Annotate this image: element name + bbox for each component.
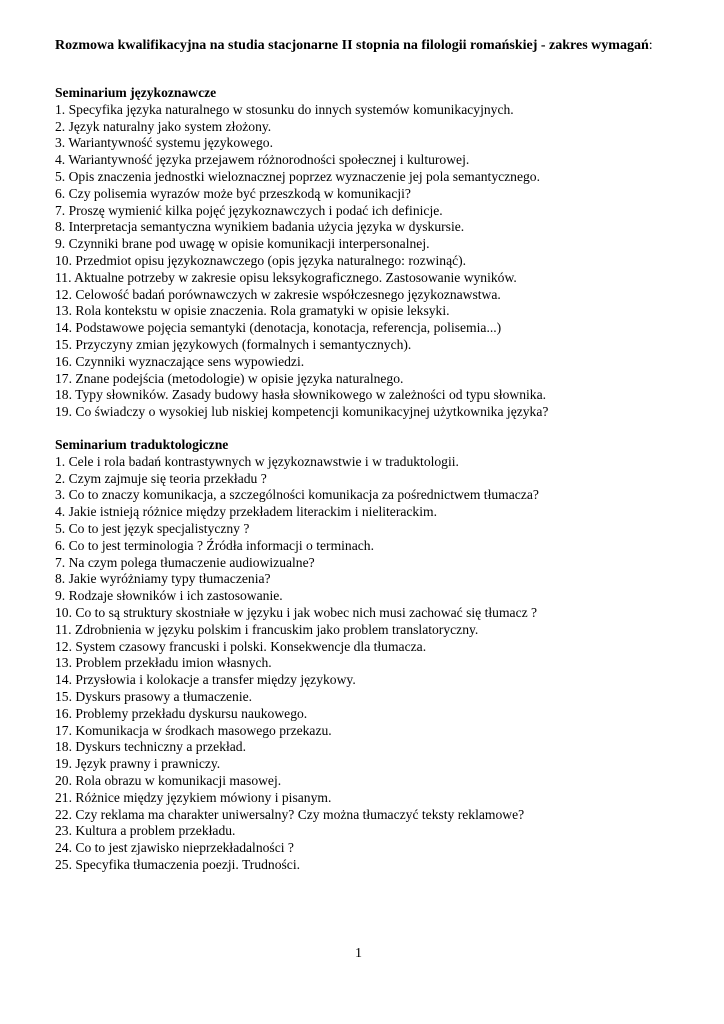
list-item: 22. Czy reklama ma charakter uniwersalny? Czy można tłumaczyć teksty reklamowe?: [55, 806, 525, 822]
list-item: 15. Dyskurs prasowy a tłumaczenie.: [55, 688, 253, 704]
list-item: 11. Zdrobnienia w języku polskim i francuskim jako problem translatoryczny.: [55, 621, 479, 637]
list-item: 19. Co świadczy o wysokiej lub niskiej kompetencji komunikacyjnej użytkownika języka?: [55, 404, 549, 420]
document-title-text: Rozmowa kwalifikacyjna na studia stacjonarne II stopnia na filologii romańskiej - zakres wymagań: [55, 38, 649, 53]
list-item: 17. Komunikacja w środkach masowego przekazu.: [55, 722, 332, 738]
list-item: 4. Wariantywność języka przejawem różnorodności społecznej i kulturowej.: [55, 152, 470, 168]
list-item: 9. Czynniki brane pod uwagę w opisie komunikacji interpersonalnej.: [55, 236, 430, 252]
document-title-colon: :: [648, 38, 653, 53]
list-item: 3. Co to znaczy komunikacja, a szczególności komunikacja za pośrednictwem tłumacza?: [55, 487, 539, 503]
page-number: 1: [355, 946, 362, 961]
list-item: 15. Przyczyny zmian językowych (formalnych i semantycznych).: [55, 336, 412, 352]
section-heading: Seminarium traduktologiczne: [55, 437, 229, 452]
section-linguistics: [55, 85, 675, 421]
list-item: 6. Czy polisemia wyrazów może być przeszkodą w komunikacji?: [55, 185, 411, 201]
list-item: 18. Dyskurs techniczny a przekład.: [55, 739, 247, 755]
list-item: 19. Język prawny i prawniczy.: [55, 756, 221, 772]
list-item: 10. Przedmiot opisu językoznawczego (opis języka naturalnego: rozwinąć).: [55, 252, 467, 268]
list-item: 18. Typy słowników. Zasady budowy hasła słownikowego w zależności od typu słownika.: [55, 387, 547, 403]
list-item: 11. Aktualne potrzeby w zakresie opisu leksykograficznego. Zastosowanie wyników.: [55, 269, 517, 285]
list-item: 7. Na czym polega tłumaczenie audiowizualne?: [55, 554, 315, 570]
list-item: 4. Jakie istnieją różnice między przekładem literackim i nieliterackim.: [55, 504, 437, 520]
list-item: 14. Podstawowe pojęcia semantyki (denotacja, konotacja, referencja, polisemia...): [55, 320, 502, 336]
list-item: 10. Co to są struktury skostniałe w języku i jak wobec nich musi zachować się tłumacz ?: [55, 604, 538, 620]
list-item: 1. Cele i rola badań kontrastywnych w językoznawstwie i w traduktologii.: [55, 453, 459, 469]
list-item: 20. Rola obrazu w komunikacji masowej.: [55, 772, 282, 788]
list-item: 6. Co to jest terminologia ? Źródła informacji o terminach.: [55, 537, 374, 553]
list-item: 3. Wariantywność systemu językowego.: [55, 135, 273, 151]
list-item: 9. Rodzaje słowników i ich zastosowanie.: [55, 588, 283, 604]
list-item: 16. Problemy przekładu dyskursu naukowego.: [55, 705, 308, 721]
list-item: 17. Znane podejścia (metodologie) w opisie języka naturalnego.: [55, 370, 404, 386]
list-item: 1. Specyfika języka naturalnego w stosunku do innych systemów komunikacyjnych.: [55, 101, 514, 117]
list-item: 25. Specyfika tłumaczenia poezji. Trudności.: [55, 856, 301, 872]
list-item: 12. System czasowy francuski i polski. Konsekwencje dla tłumacza.: [55, 638, 427, 654]
list-item: 5. Co to jest język specjalistyczny ?: [55, 520, 250, 536]
list-item: 13. Rola kontekstu w opisie znaczenia. Rola gramatyki w opisie leksyki.: [55, 303, 450, 319]
question-list: [55, 102, 675, 421]
list-item: 2. Język naturalny jako system złożony.: [55, 118, 272, 134]
list-item: 24. Co to jest zjawisko nieprzekładalności ?: [55, 840, 294, 856]
list-item: 8. Jakie wyróżniamy typy tłumaczenia?: [55, 571, 271, 587]
list-item: 13. Problem przekładu imion własnych.: [55, 655, 272, 671]
list-item: 23. Kultura a problem przekładu.: [55, 823, 236, 839]
list-item: 7. Proszę wymienić kilka pojęć językoznawczych i podać ich definicje.: [55, 202, 443, 218]
document-title: [55, 37, 655, 54]
section-heading: Seminarium językoznawcze: [55, 85, 217, 100]
list-item: 2. Czym zajmuje się teoria przekładu ?: [55, 470, 267, 486]
list-item: 8. Interpretacja semantyczna wynikiem badania użycia języka w dyskursie.: [55, 219, 465, 235]
list-item: 16. Czynniki wyznaczające sens wypowiedzi.: [55, 353, 305, 369]
list-item: 21. Różnice między językiem mówiony i pisanym.: [55, 789, 332, 805]
list-item: 5. Opis znaczenia jednostki wieloznacznej poprzez wyznaczenie jej pola semantycznego.: [55, 168, 541, 184]
question-list: [55, 454, 675, 874]
section-translation: [55, 437, 675, 874]
list-item: 12. Celowość badań porównawczych w zakresie współczesnego językoznawstwa.: [55, 286, 501, 302]
list-item: 14. Przysłowia i kolokacje a transfer między językowy.: [55, 672, 356, 688]
